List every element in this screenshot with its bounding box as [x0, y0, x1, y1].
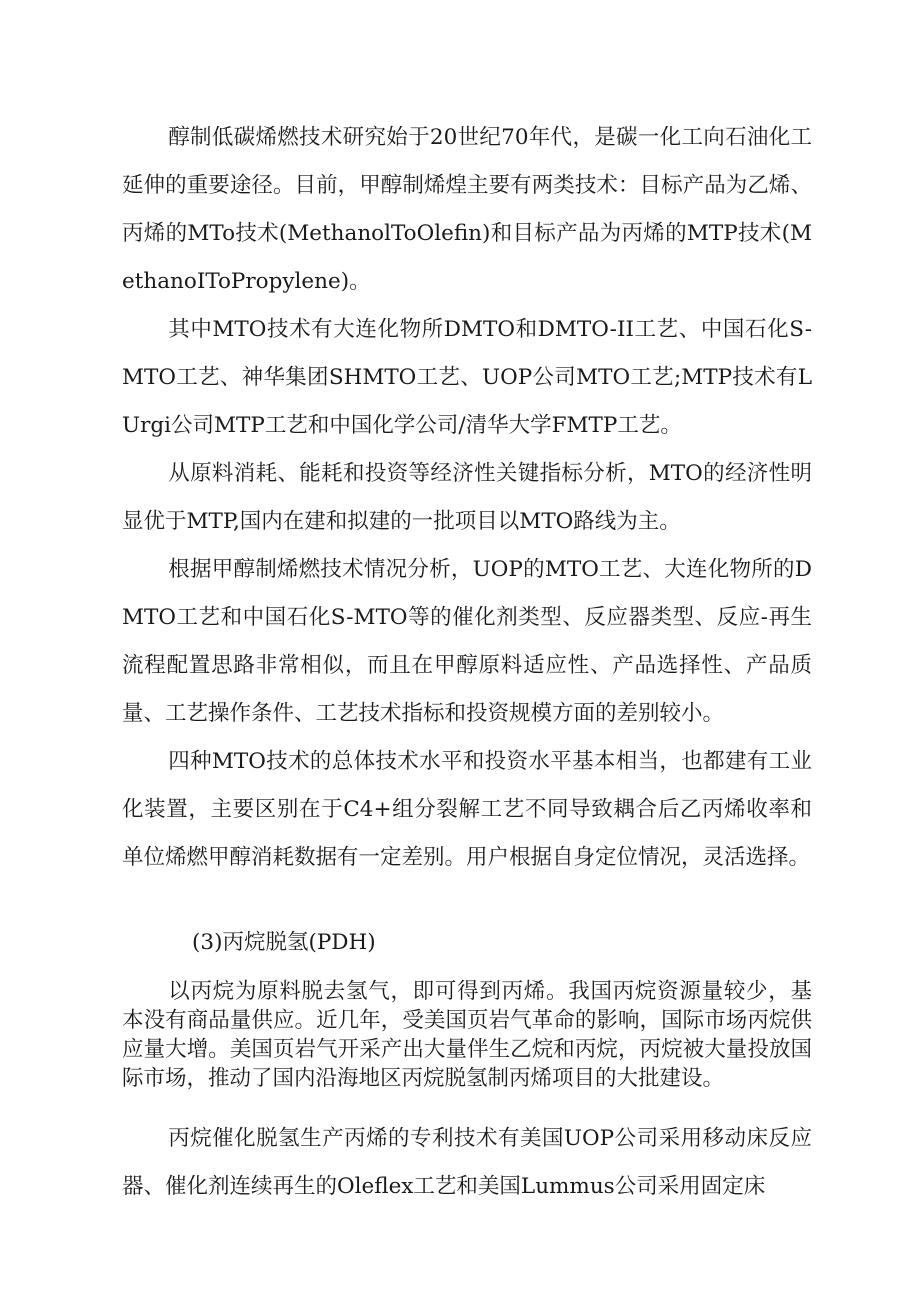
paragraph-economics: 从原料消耗、能耗和投资等经济性关键指标分析，MTO的经济性明显优于MTP,国内在建和拟建的一批项目以MTO路线为主。 [122, 461, 812, 534]
paragraph-pdh-intro: 以丙烷为原料脱去氢气，即可得到丙烯。我国丙烷资源量较少，基本没有商品量供应。近几年，受美国页岩气革命的影响，国际市场丙烷供应量大增。美国页岩气开采产出大量伴生乙烷和丙烷，丙烷被大量投放国际市场，推动了国内沿海地区丙烷脱氢制丙烯项目的大批建设。 [122, 979, 812, 1091]
section-heading-pdh: (3)丙烷脱氢(PDH) [192, 930, 376, 955]
paragraph-pdh-patents: 丙烷催化脱氢生产丙烯的专利技术有美国UOP公司采用移动床反应器、催化剂连续再生的Oleflex工艺和美国Lummus公司采用固定床 [122, 1126, 812, 1199]
paragraph-process-comparison: 根据甲醇制烯燃技术情况分析，UOP的MTO工艺、大连化物所的DMTO工艺和中国石化S-MTO等的催化剂类型、反应器类型、反应-再生流程配置思路非常相似，而且在甲醇原料适应性、产品选择性、产品质量、工艺操作条件、工艺技术指标和投资规模方面的差别较小。 [122, 557, 812, 726]
paragraph-mto-technologies: 其中MTO技术有大连化物所DMTO和DMTO-II工艺、中国石化S-MTO工艺、神华集团SHMTO工艺、UOP公司MTO工艺;MTP技术有LUrgi公司MTP工艺和中国化学公司/清华大学FMTP工艺。 [122, 317, 812, 438]
paragraph-mto-intro: 醇制低碳烯燃技术研究始于20世纪70年代，是碳一化工向石油化工延伸的重要途径。目前，甲醇制烯煌主要有两类技术：目标产品为乙烯、丙烯的MTo技术(MethanolToOlefin)和目标产品为丙烯的MTP技术(MethanoIToPropylene)。 [122, 125, 812, 294]
paragraph-four-technologies: 四种MTO技术的总体技术水平和投资水平基本相当，也都建有工业化装置，主要区别在于C4+组分裂解工艺不同导致耦合后乙丙烯收率和单位烯燃甲醇消耗数据有一定差别。用户根据自身定位情况，灵活选择。 [122, 749, 812, 870]
